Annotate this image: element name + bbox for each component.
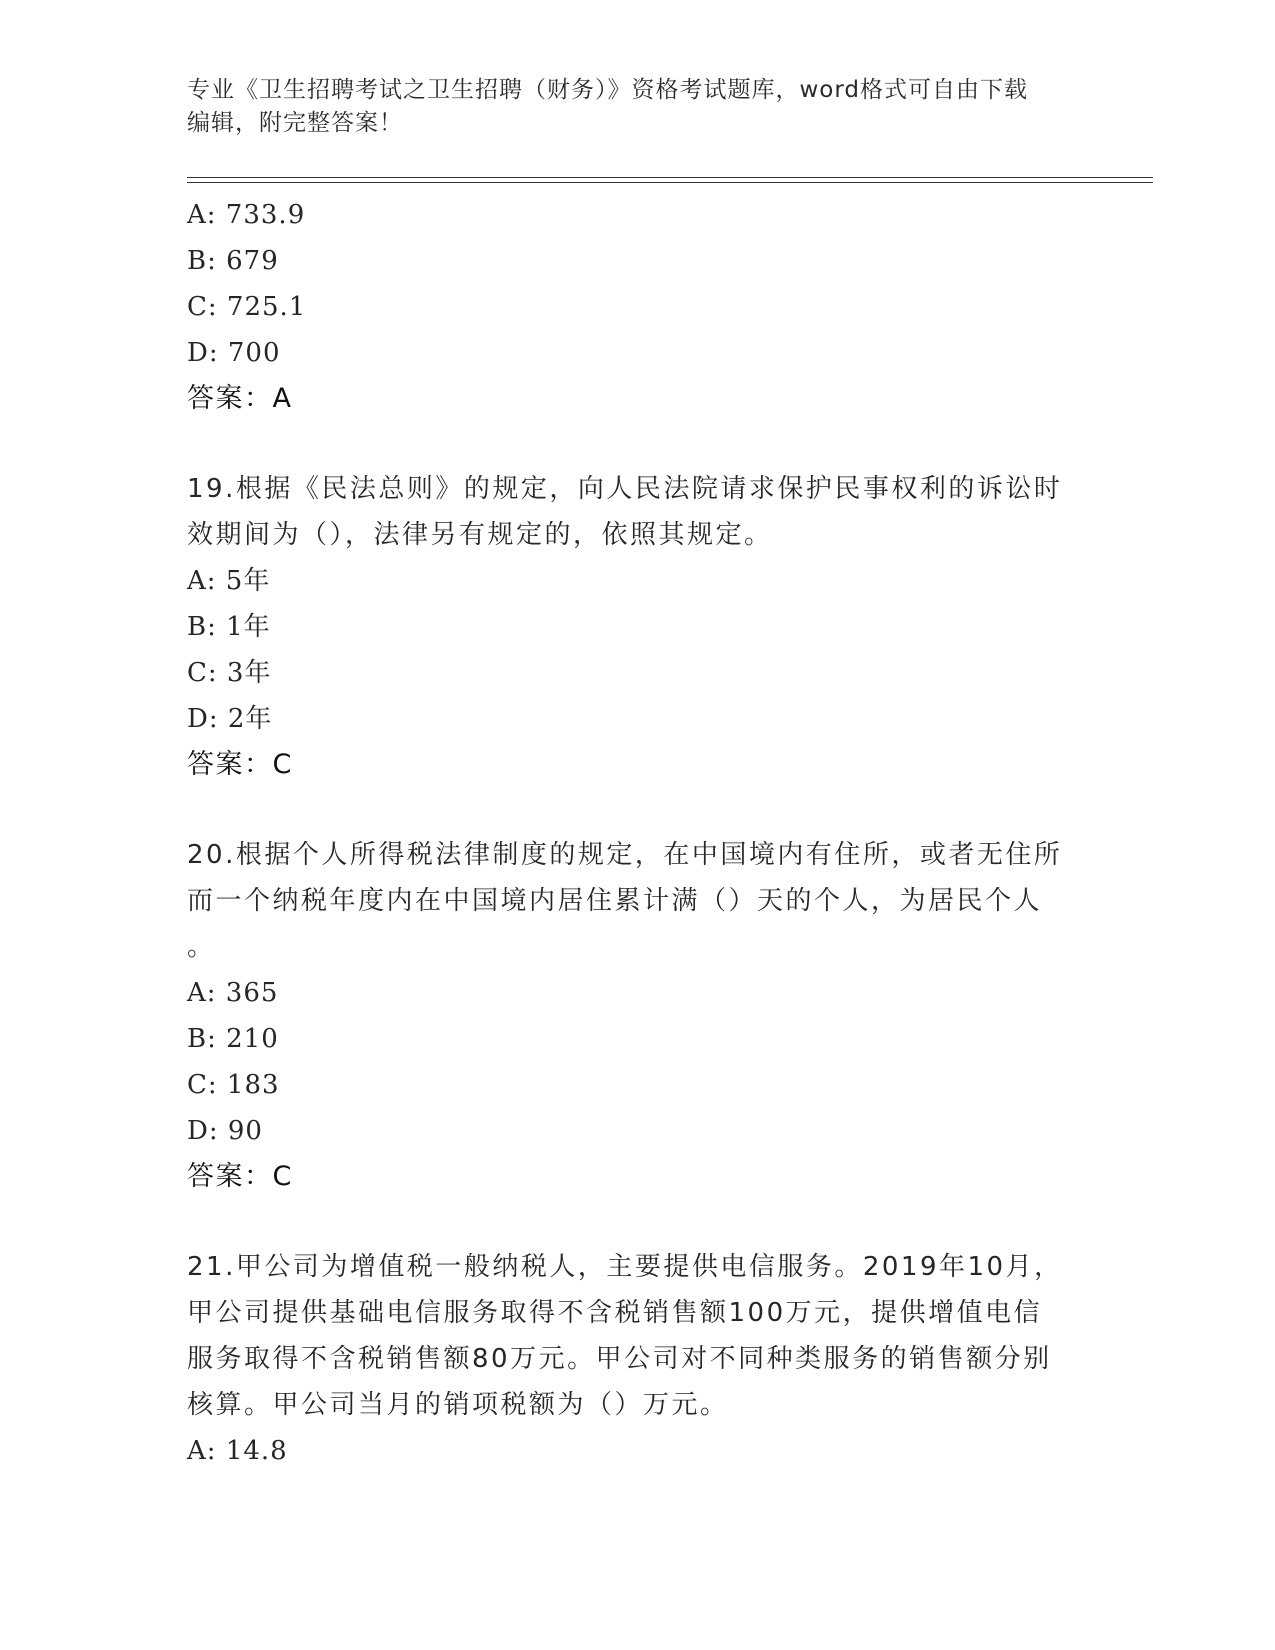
document-header bbox=[187, 74, 1087, 140]
question-21 bbox=[187, 1244, 1087, 1474]
option-a: A: 733.9 bbox=[187, 200, 306, 230]
header-line-1: 专业《卫生招聘考试之卫生招聘（财务）》资格考试题库，word格式可自由下载 bbox=[187, 77, 1029, 103]
option-a: A: 365 bbox=[187, 978, 279, 1008]
option-c: C: 3年 bbox=[187, 658, 272, 688]
header-divider-bottom bbox=[187, 182, 1153, 183]
question-19 bbox=[187, 466, 1087, 788]
option-a: A: 5年 bbox=[187, 566, 271, 596]
question-text-line: 核算。甲公司当月的销项税额为（）万元。 bbox=[187, 1390, 729, 1420]
answer-line: 答案：A bbox=[187, 383, 293, 414]
option-a: A: 14.8 bbox=[187, 1436, 288, 1466]
question-text-line: 21.甲公司为增值税一般纳税人，主要提供电信服务。2019年10月， bbox=[187, 1252, 1063, 1282]
header-divider-top bbox=[187, 177, 1153, 178]
question-text-line: 19.根据《民法总则》的规定，向人民法院请求保护民事权利的诉讼时 bbox=[187, 474, 1063, 504]
question-text-line: 20.根据个人所得税法律制度的规定，在中国境内有住所，或者无住所 bbox=[187, 840, 1063, 870]
question-20 bbox=[187, 832, 1087, 1200]
answer-line: 答案：C bbox=[187, 749, 293, 780]
question-text-line: 甲公司提供基础电信服务取得不含税销售额100万元，提供增值电信 bbox=[187, 1298, 1043, 1328]
answer-line: 答案：C bbox=[187, 1161, 293, 1192]
question-text-line: 。 bbox=[187, 932, 216, 962]
option-c: C: 725.1 bbox=[187, 292, 307, 322]
question-text-line: 而一个纳税年度内在中国境内居住累计满（）天的个人，为居民个人 bbox=[187, 886, 1043, 916]
option-d: D: 2年 bbox=[187, 704, 273, 734]
option-d: D: 90 bbox=[187, 1116, 263, 1146]
question-list bbox=[187, 192, 1087, 1474]
option-b: B: 210 bbox=[187, 1024, 279, 1054]
option-b: B: 679 bbox=[187, 246, 279, 276]
question-text-line: 服务取得不含税销售额80万元。甲公司对不同种类服务的销售额分别 bbox=[187, 1344, 1052, 1374]
option-c: C: 183 bbox=[187, 1070, 280, 1100]
question-18 bbox=[187, 192, 1087, 422]
question-text-line: 效期间为（），法律另有规定的，依照其规定。 bbox=[187, 520, 773, 550]
option-d: D: 700 bbox=[187, 338, 281, 368]
option-b: B: 1年 bbox=[187, 612, 271, 642]
header-line-2: 编辑，附完整答案！ bbox=[187, 110, 403, 136]
